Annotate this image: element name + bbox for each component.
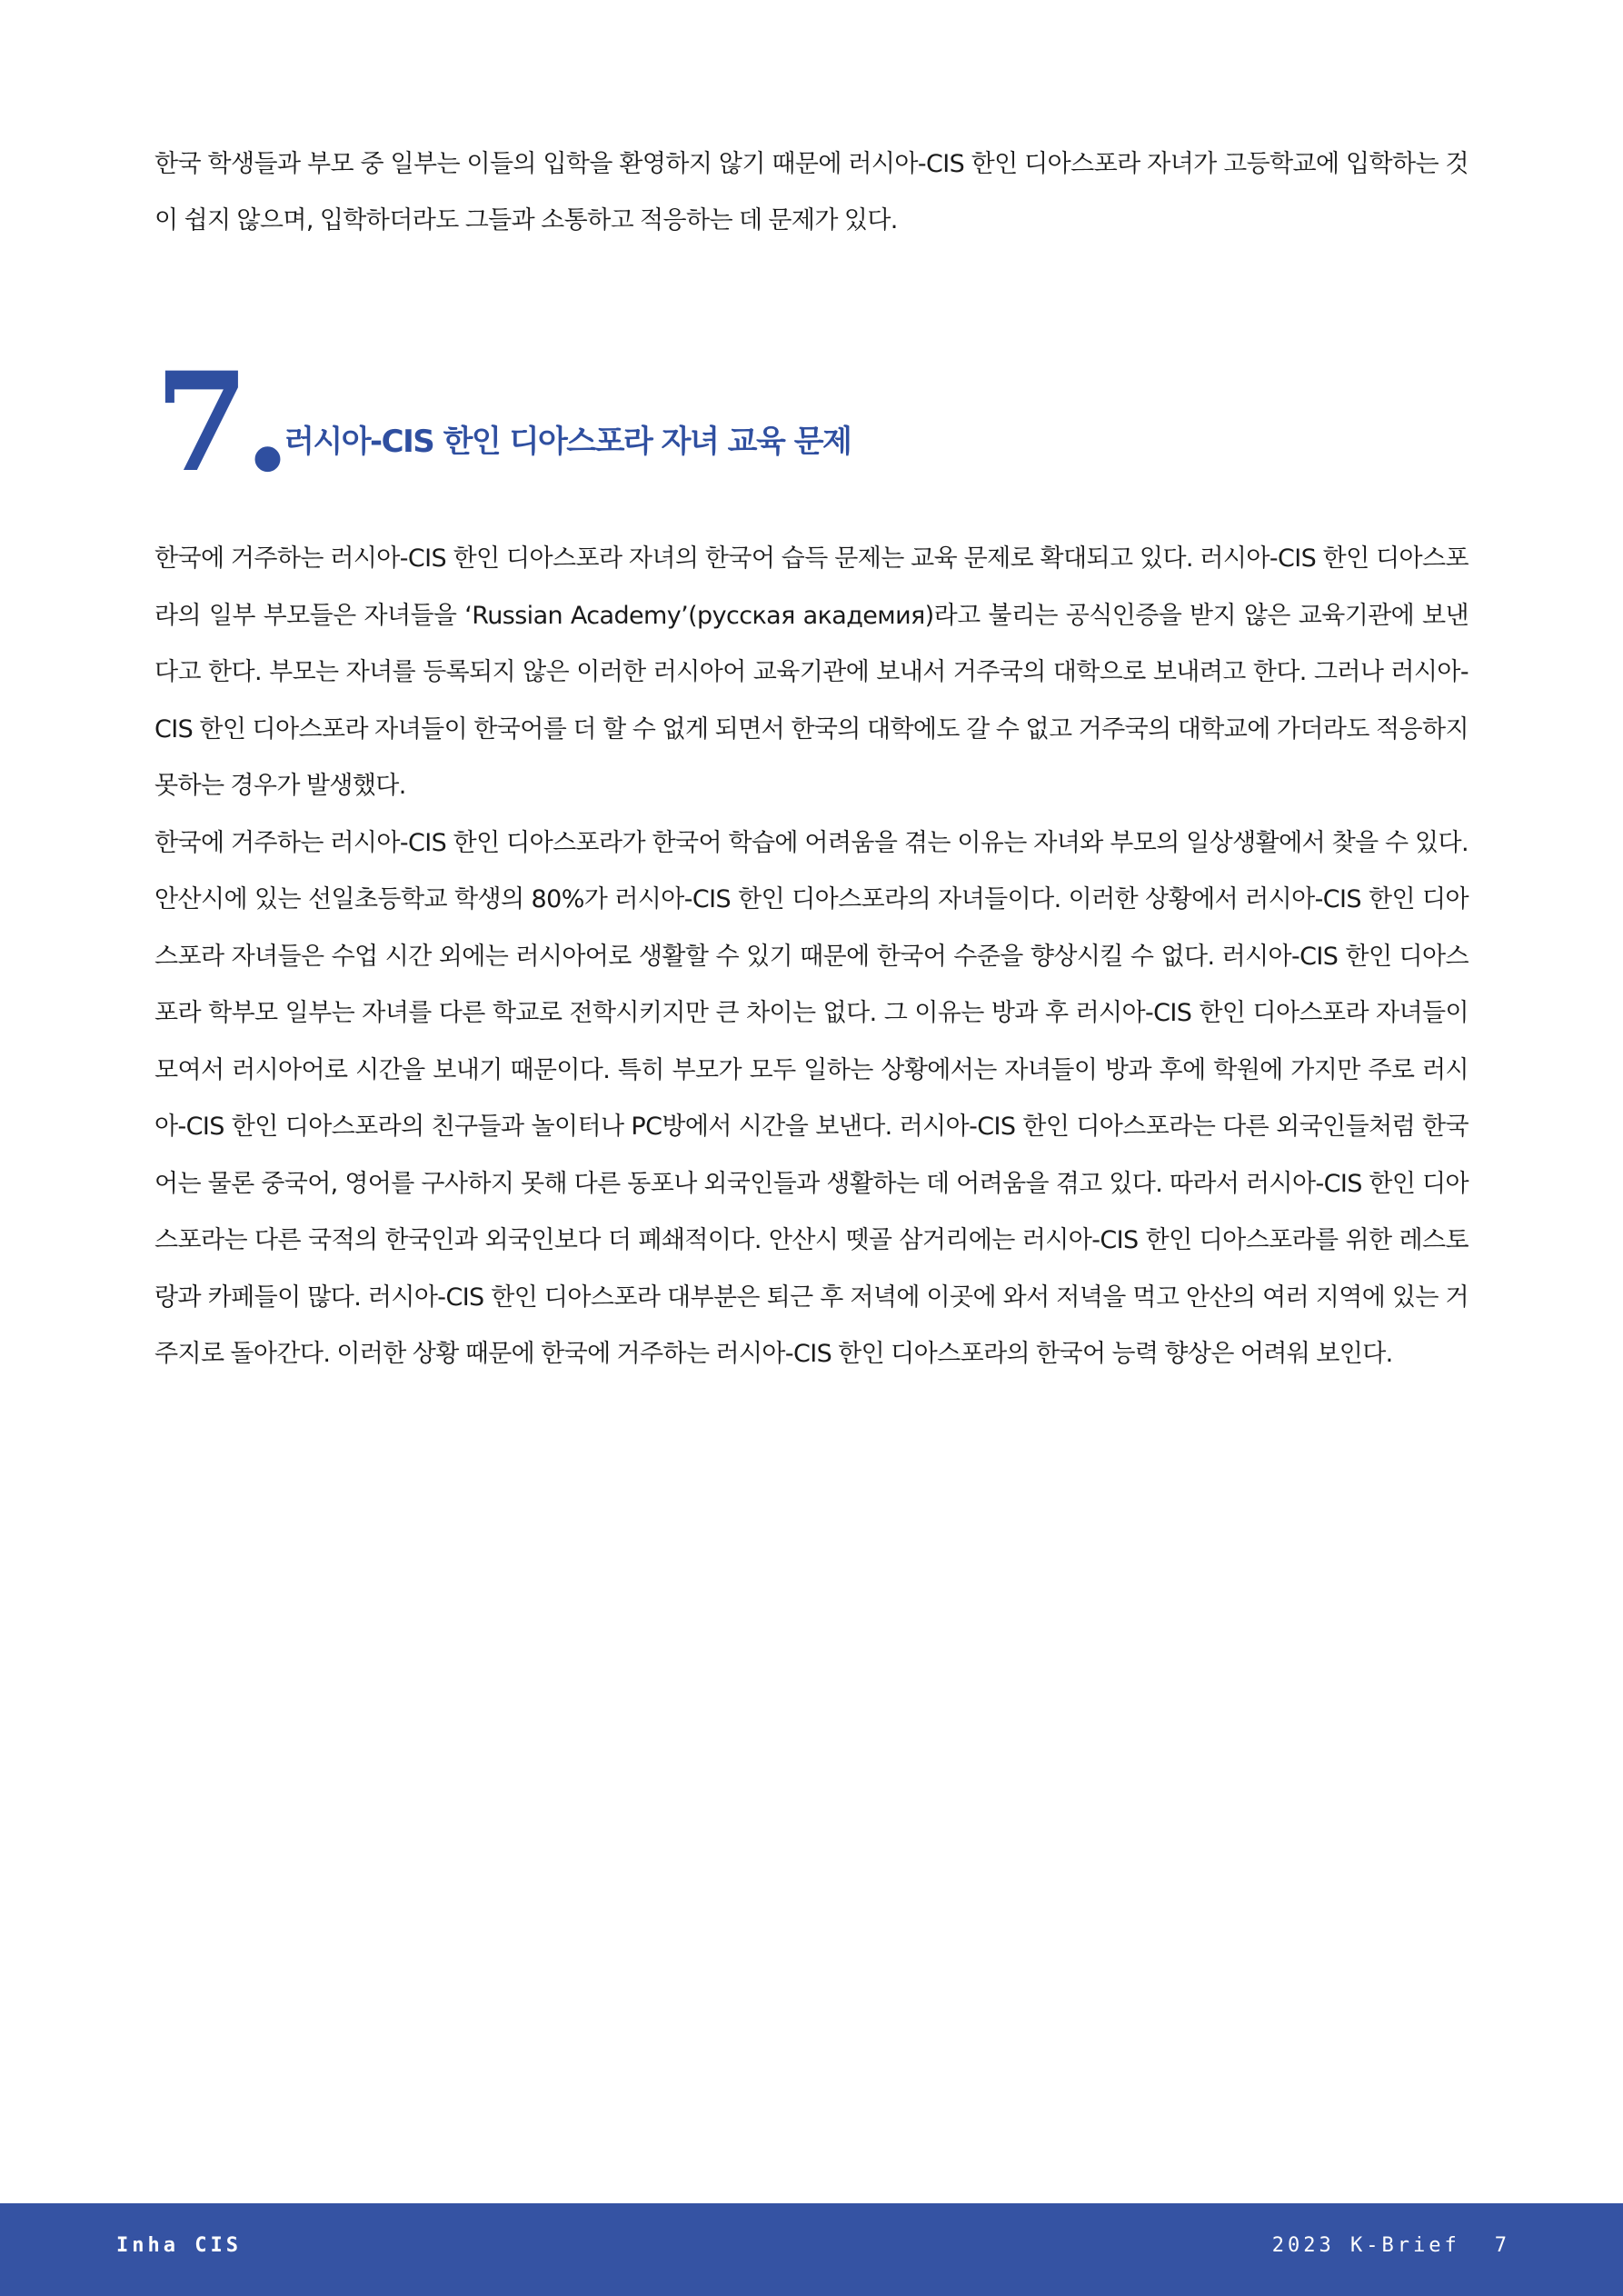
body-paragraph-2: 한국에 거주하는 러시아-CIS 한인 디아스포라가 한국어 학습에 어려움을 겪는 이유는 자녀와 부모의 일상생활에서 찾을 수 있다. 안산시에 있는 선일초등학교 학생의 80%가 러시아-CIS 한인 디아스포라의 자녀들이다. 이러한 상황에서 러시아-CIS 한인 디아스포라 자녀들은 수업 시간 외에는 러시아어로 생활할 수 있기 때문에 한국어 수준을 향상시킬 수 없다. 러시아-CIS 한인 디아스포라 학부모 일부는 자녀를 다른 학교로 전학시키지만 큰 차이는 없다. 그 이유는 방과 후 러시아-CIS 한인 디아스포라 자녀들이 모여서 러시아어로 시간을 보내기 때문이다. 특히 부모가 모두 일하는 상황에서는 자녀들이 방과 후에 학원에 가지만 주로 러시아-CIS 한인 디아스포라의 친구들과 놀이터나 PC방에서 시간을 보낸다. 러시아-CIS 한인 디아스포라는 다른 외국인들처럼 한국어는 물론 중국어, 영어를 구사하지 못해 다른 동포나 외국인들과 생활하는 데 어려움을 겪고 있다. 따라서 러시아-CIS 한인 디아스포라는 다른 국적의 한국인과 외국인보다 더 폐쇄적이다. 안산시 뗏골 삼거리에는 러시아-CIS 한인 디아스포라를 위한 레스토랑과 카페들이 많다. 러시아-CIS 한인 디아스포라 대부분은 퇴근 후 저녁에 이곳에 와서 저녁을 먹고 안산의 여러 지역에 있는 거주지로 돌아간다. 이러한 상황 때문에 한국에 거주하는 러시아-CIS 한인 디아스포라의 한국어 능력 향상은 어려워 보인다. [154,828,1469,1368]
footer-organization: Inha CIS [116,2234,242,2257]
intro-paragraph: 한국 학생들과 부모 중 일부는 이들의 입학을 환영하지 않기 때문에 러시아-CIS 한인 디아스포라 자녀가 고등학교에 입학하는 것이 쉽지 않으며, 입학하더라도 그들과 소통하고 적응하는 데 문제가 있다. [154,150,1469,235]
page-number: 7 [1494,2234,1510,2257]
footer-publication-info [1272,2234,1510,2257]
section-number: 7. [154,343,286,503]
body-paragraph-1: 한국에 거주하는 러시아-CIS 한인 디아스포라 자녀의 한국어 습득 문제는 교육 문제로 확대되고 있다. 러시아-CIS 한인 디아스포라의 일부 부모들은 자녀들을 ‘Russian Academy’(русская академия)라고 불리는 공식인증을 받지 않은 교육기관에 보낸다고 한다. 부모는 자녀를 등록되지 않은 이러한 러시아어 교육기관에 보내서 거주국의 대학으로 보내려고 한다. 그러나 러시아-CIS 한인 디아스포라 자녀들이 한국어를 더 할 수 없게 되면서 한국의 대학에도 갈 수 없고 거주국의 대학교에 가더라도 적응하지 못하는 경우가 발생했다. [154,544,1469,800]
section-title: 러시아-CIS 한인 디아스포라 자녀 교육 문제 [284,424,851,461]
section-body [154,531,1469,1383]
footer-publication: 2023 K-Brief [1271,2234,1460,2257]
section-heading [154,343,1469,503]
page-footer [0,2203,1623,2296]
